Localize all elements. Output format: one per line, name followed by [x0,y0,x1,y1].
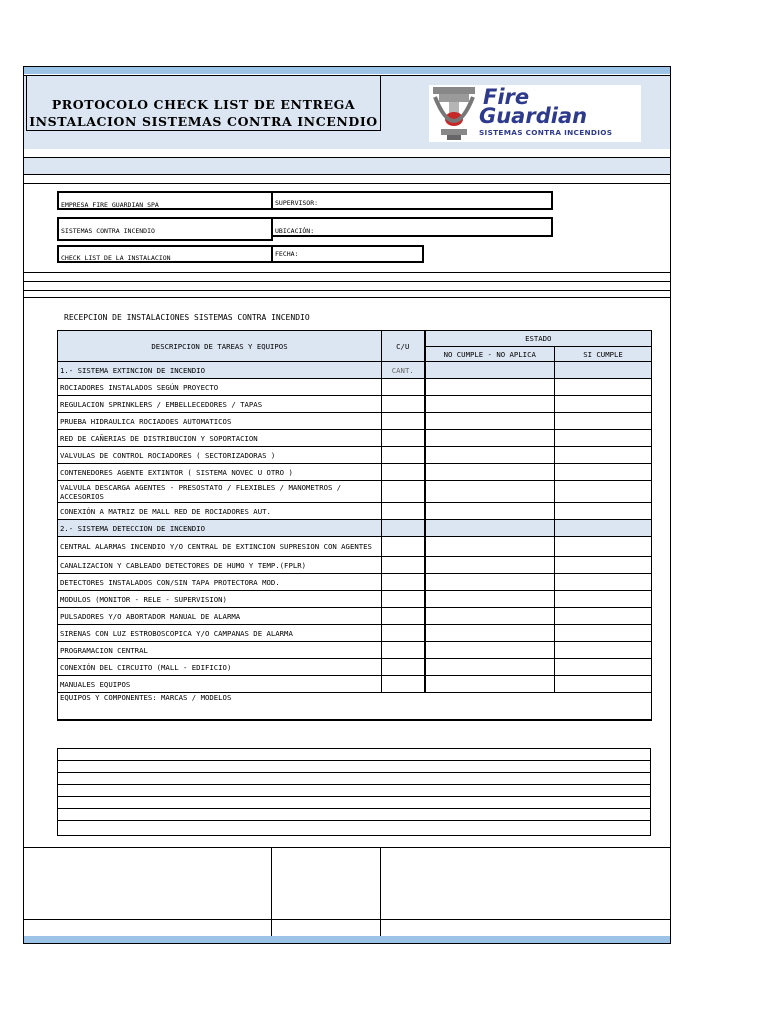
no-cumple-cell[interactable] [425,481,555,503]
col-desc-header: DESCRIPCION DE TAREAS Y EQUIPOS [58,331,382,362]
si-cumple-cell[interactable] [555,591,652,608]
task-description: PRUEBA HIDRAULICA ROCIADOES AUTOMATICOS [58,413,382,430]
si-cumple-cell[interactable] [555,642,652,659]
si-cumple-cell[interactable] [555,574,652,591]
logo-text-fire: Fire [483,85,530,109]
cu-cell[interactable] [382,481,425,503]
no-cumple-cell[interactable] [425,659,555,676]
si-cumple-cell[interactable] [555,447,652,464]
cu-cell[interactable] [382,625,425,642]
task-description: RED DE CAÑERIAS DE DISTRIBUCION Y SOPORTACION [58,430,382,447]
task-description: CENTRAL ALARMAS INCENDIO Y/O CENTRAL DE EXTINCION SUPRESION CON AGENTES [58,537,382,557]
sistemas-field: SISTEMAS CONTRA INCENDIO [57,217,273,241]
cu-cell[interactable] [382,503,425,520]
col-cu-header: C/U [382,331,425,362]
task-description: PULSADORES Y/O ABORTADOR MANUAL DE ALARMA [58,608,382,625]
cu-cell[interactable] [382,379,425,396]
table-row [58,625,652,642]
cu-cell[interactable] [382,430,425,447]
task-description: REGULACION SPRINKLERS / EMBELLECEDORES / TAPAS [58,396,382,413]
si-cumple-cell[interactable] [555,379,652,396]
table-row [58,481,652,503]
checklist-table [57,330,652,721]
cu-cell: CANT. [382,362,425,379]
section-row [58,520,652,537]
task-description: PROGRAMACION CENTRAL [58,642,382,659]
checklist-field: CHECK LIST DE LA INSTALACION [57,245,273,263]
cu-cell[interactable] [382,464,425,481]
si-cumple-cell[interactable] [555,481,652,503]
table-row [58,537,652,557]
cu-cell[interactable] [382,608,425,625]
no-cumple-cell[interactable] [425,574,555,591]
si-cumple-cell[interactable] [555,430,652,447]
si-cumple-cell[interactable] [555,396,652,413]
title-line-1: PROTOCOLO CHECK LIST DE ENTREGA [51,97,356,112]
section-title: RECEPCION DE INSTALACIONES SISTEMAS CONTRA INCENDIO [64,313,310,322]
cu-cell[interactable] [382,591,425,608]
logo-text-guardian: Guardian [479,104,588,128]
table-row [58,447,652,464]
equipos-label[interactable]: EQUIPOS Y COMPONENTES: MARCAS / MODELOS [58,693,652,720]
table-row [58,503,652,520]
si-cumple-cell[interactable] [555,625,652,642]
table-row [58,396,652,413]
no-cumple-cell[interactable] [425,625,555,642]
logo-panel [429,85,641,142]
no-cumple-cell[interactable] [425,537,555,557]
no-cumple-cell[interactable] [425,642,555,659]
no-cumple-cell[interactable] [425,413,555,430]
no-cumple-cell[interactable] [425,520,555,537]
task-description: MANUALES EQUIPOS [58,676,382,693]
cu-cell[interactable] [382,574,425,591]
no-cumple-cell[interactable] [425,396,555,413]
si-cumple-cell[interactable] [555,464,652,481]
subheader-band [24,158,670,174]
notes-area[interactable] [57,748,651,836]
no-cumple-cell[interactable] [425,430,555,447]
section-row [58,362,652,379]
col-no-cumple-header: NO CUMPLE - NO APLICA [425,347,555,362]
cu-cell[interactable] [382,396,425,413]
no-cumple-cell[interactable] [425,447,555,464]
equipos-row [58,693,652,720]
table-row [58,379,652,396]
document-title [26,75,381,131]
top-accent-bar [24,67,670,74]
cu-cell[interactable] [382,447,425,464]
ubicacion-field[interactable]: UBICACIÓN: [271,217,553,237]
si-cumple-cell[interactable] [555,557,652,574]
cu-cell[interactable] [382,676,425,693]
si-cumple-cell[interactable] [555,413,652,430]
task-description: VALVULA DESCARGA AGENTES - PRESOSTATO / FLEXIBLES / MANOMETROS / ACCESORIOS [58,481,382,503]
table-row [58,591,652,608]
sprinkler-icon [429,85,479,142]
table-row [58,413,652,430]
si-cumple-cell[interactable] [555,608,652,625]
empresa-field: EMPRESA FIRE GUARDIAN SPA [57,191,273,210]
no-cumple-cell[interactable] [425,557,555,574]
cu-cell[interactable] [382,413,425,430]
task-description: ROCIADORES INSTALADOS SEGÚN PROYECTO [58,379,382,396]
no-cumple-cell[interactable] [425,591,555,608]
si-cumple-cell[interactable] [555,503,652,520]
no-cumple-cell[interactable] [425,362,555,379]
task-description: CONEXIÓN A MATRIZ DE MALL RED DE ROCIADORES AUT. [58,503,382,520]
fecha-field[interactable]: FECHA: [271,245,424,263]
si-cumple-cell[interactable] [555,520,652,537]
col-estado-header: ESTADO [425,331,652,347]
signature-box-right[interactable] [381,848,670,919]
no-cumple-cell[interactable] [425,464,555,481]
logo-tagline: SISTEMAS CONTRA INCENDIOS [479,128,613,137]
si-cumple-cell[interactable] [555,659,652,676]
title-line-2: INSTALACION SISTEMAS CONTRA INCENDIO [29,114,378,129]
table-row [58,557,652,574]
table-row [58,430,652,447]
supervisor-field[interactable]: SUPERVISOR: [271,191,553,210]
section-label: 1.- SISTEMA EXTINCION DE INCENDIO [58,362,382,379]
task-description: SIRENAS CON LUZ ESTROBOSCOPICA Y/O CAMPANAS DE ALARMA [58,625,382,642]
task-description: CONEXIÓN DEL CIRCUITO (MALL - EDIFICIO) [58,659,382,676]
bottom-accent-bar [24,936,670,943]
cu-cell[interactable] [382,537,425,557]
table-row [58,676,652,693]
si-cumple-cell[interactable] [555,676,652,693]
table-row [58,659,652,676]
col-si-cumple-header: SI CUMPLE [555,347,652,362]
company-logo [381,75,669,149]
cu-cell[interactable] [382,520,425,537]
table-row [58,464,652,481]
no-cumple-cell[interactable] [425,676,555,693]
task-description: CANALIZACION Y CABLEADO DETECTORES DE HUMO Y TEMP.(FPLR) [58,557,382,574]
no-cumple-cell[interactable] [425,503,555,520]
task-description: CONTENEDORES AGENTE EXTINTOR ( SISTEMA NOVEC U OTRO ) [58,464,382,481]
signature-box-left[interactable] [24,848,271,919]
section-label: 2.- SISTEMA DETECCION DE INCENDIO [58,520,382,537]
task-description: MODULOS (MONITOR - RELE - SUPERVISION) [58,591,382,608]
si-cumple-cell[interactable] [555,537,652,557]
cu-cell[interactable] [382,642,425,659]
table-row [58,642,652,659]
cu-cell[interactable] [382,557,425,574]
table-row [58,574,652,591]
si-cumple-cell[interactable] [555,362,652,379]
task-description: VALVULAS DE CONTROL ROCIADORES ( SECTORIZADORAS ) [58,447,382,464]
task-description: DETECTORES INSTALADOS CON/SIN TAPA PROTECTORA MOD. [58,574,382,591]
cu-cell[interactable] [382,659,425,676]
table-row [58,608,652,625]
no-cumple-cell[interactable] [425,608,555,625]
no-cumple-cell[interactable] [425,379,555,396]
